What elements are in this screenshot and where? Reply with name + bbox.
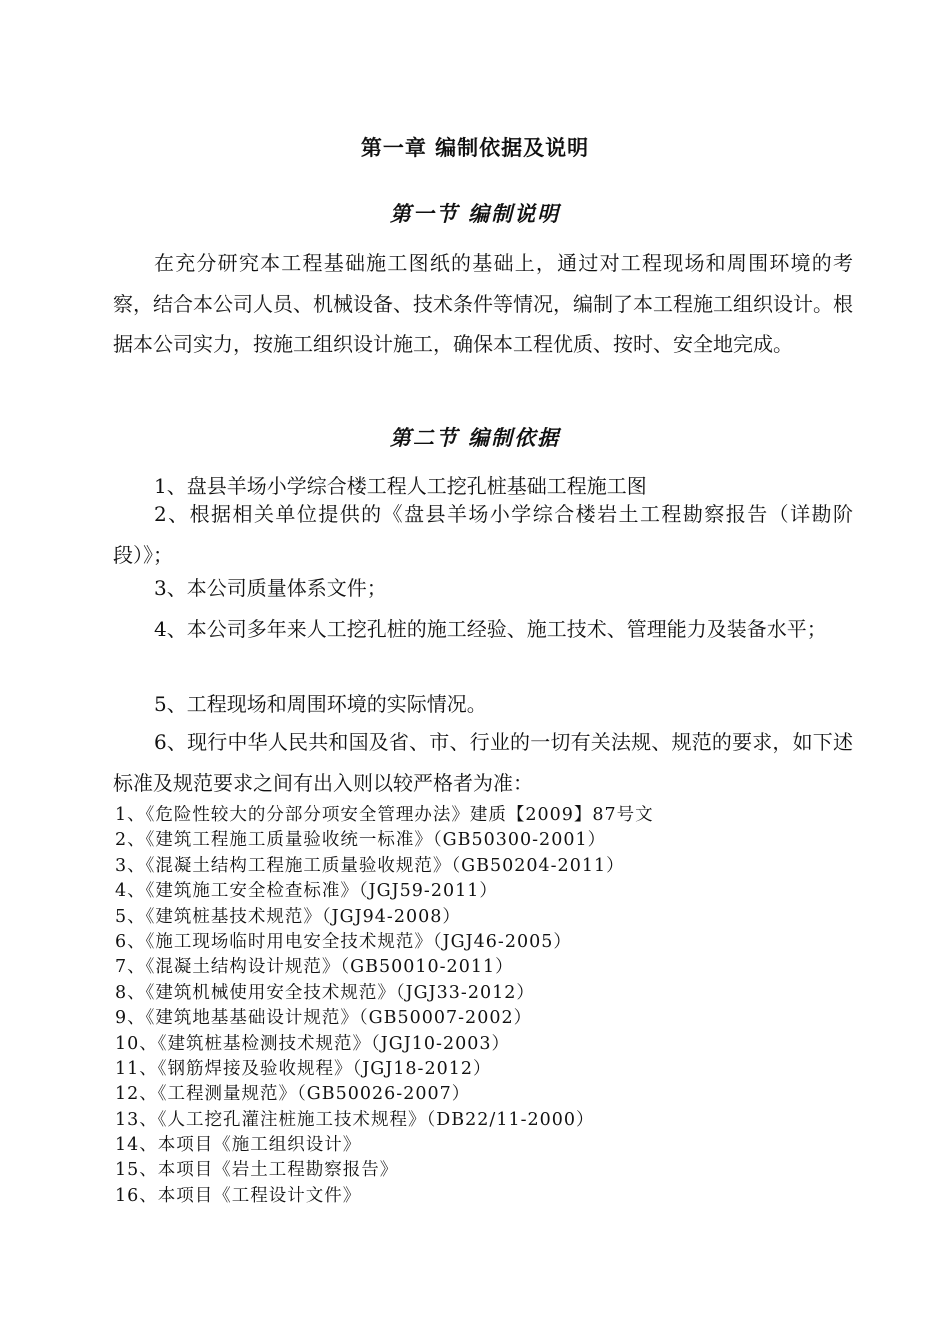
reference-item: 14、本项目《施工组织设计》 (115, 1135, 362, 1156)
reference-item: 9、《建筑地基基础设计规范》（GB50007-2002） (115, 1008, 533, 1029)
basis-item-1: 1、盘县羊场小学综合楼工程人工挖孔桩基础工程施工图 (154, 474, 647, 498)
reference-item: 15、本项目《岩土工程勘察报告》 (115, 1160, 399, 1181)
basis-item-3: 3、本公司质量体系文件； (154, 576, 387, 600)
basis-item-2: 2、根据相关单位提供的《盘县羊场小学综合楼岩土工程勘察报告（详勘阶段）》； (113, 502, 853, 567)
reference-item: 7、《混凝土结构设计规范》（GB50010-2011） (115, 957, 514, 978)
reference-item: 3、《混凝土结构工程施工质量验收规范》（GB50204-2011） (115, 855, 625, 876)
chapter-title: 第一章 编制依据及说明 (360, 135, 590, 160)
basis-item-4: 4、本公司多年来人工挖孔桩的施工经验、施工技术、管理能力及装备水平； (154, 617, 827, 641)
reference-item: 8、《建筑机械使用安全技术规范》（JGJ33-2012） (115, 982, 535, 1003)
reference-standards-list (115, 803, 855, 1209)
reference-item: 10、《建筑桩基检测技术规范》（JGJ10-2003） (115, 1033, 510, 1054)
reference-item: 2、《建筑工程施工质量验收统一标准》（GB50300-2001） (115, 830, 607, 851)
basis-item-6: 6、现行中华人民共和国及省、市、行业的一切有关法规、规范的要求，如下述标准及规范要求之间有出入则以较严格者为准： (113, 730, 853, 795)
basis-item-5: 5、工程现场和周围环境的实际情况。 (154, 692, 487, 716)
reference-item: 1、《危险性较大的分部分项安全管理办法》建质【2009】87号文 (115, 805, 654, 825)
reference-item: 13、《人工挖孔灌注桩施工技术规程》（DB22/11-2000） (115, 1109, 595, 1130)
reference-item: 16、本项目《工程设计文件》 (115, 1185, 362, 1206)
reference-item: 11、《钢筋焊接及验收规程》（JGJ18-2012） (115, 1058, 492, 1079)
section-title-compilation-basis: 第二节 编制依据 (389, 425, 561, 450)
reference-item: 5、《建筑桩基技术规范》（JGJ94-2008） (115, 906, 461, 927)
reference-item: 4、《建筑施工安全检查标准》（JGJ59-2011） (115, 881, 498, 902)
section-title-compilation-notes: 第一节 编制说明 (389, 201, 561, 226)
reference-item: 12、《工程测量规范》（GB50026-2007） (115, 1084, 471, 1105)
compilation-notes-paragraph: 在充分研究本工程基础施工图纸的基础上，通过对工程现场和周围环境的考察，结合本公司人员、机械设备、技术条件等情况，编制了本工程施工组织设计。根据本公司实力，按施工组织设计施工，确保本工程优质、按时、安全地完成。 (113, 251, 853, 356)
reference-item: 6、《施工现场临时用电安全技术规范》（JGJ46-2005） (115, 931, 572, 952)
